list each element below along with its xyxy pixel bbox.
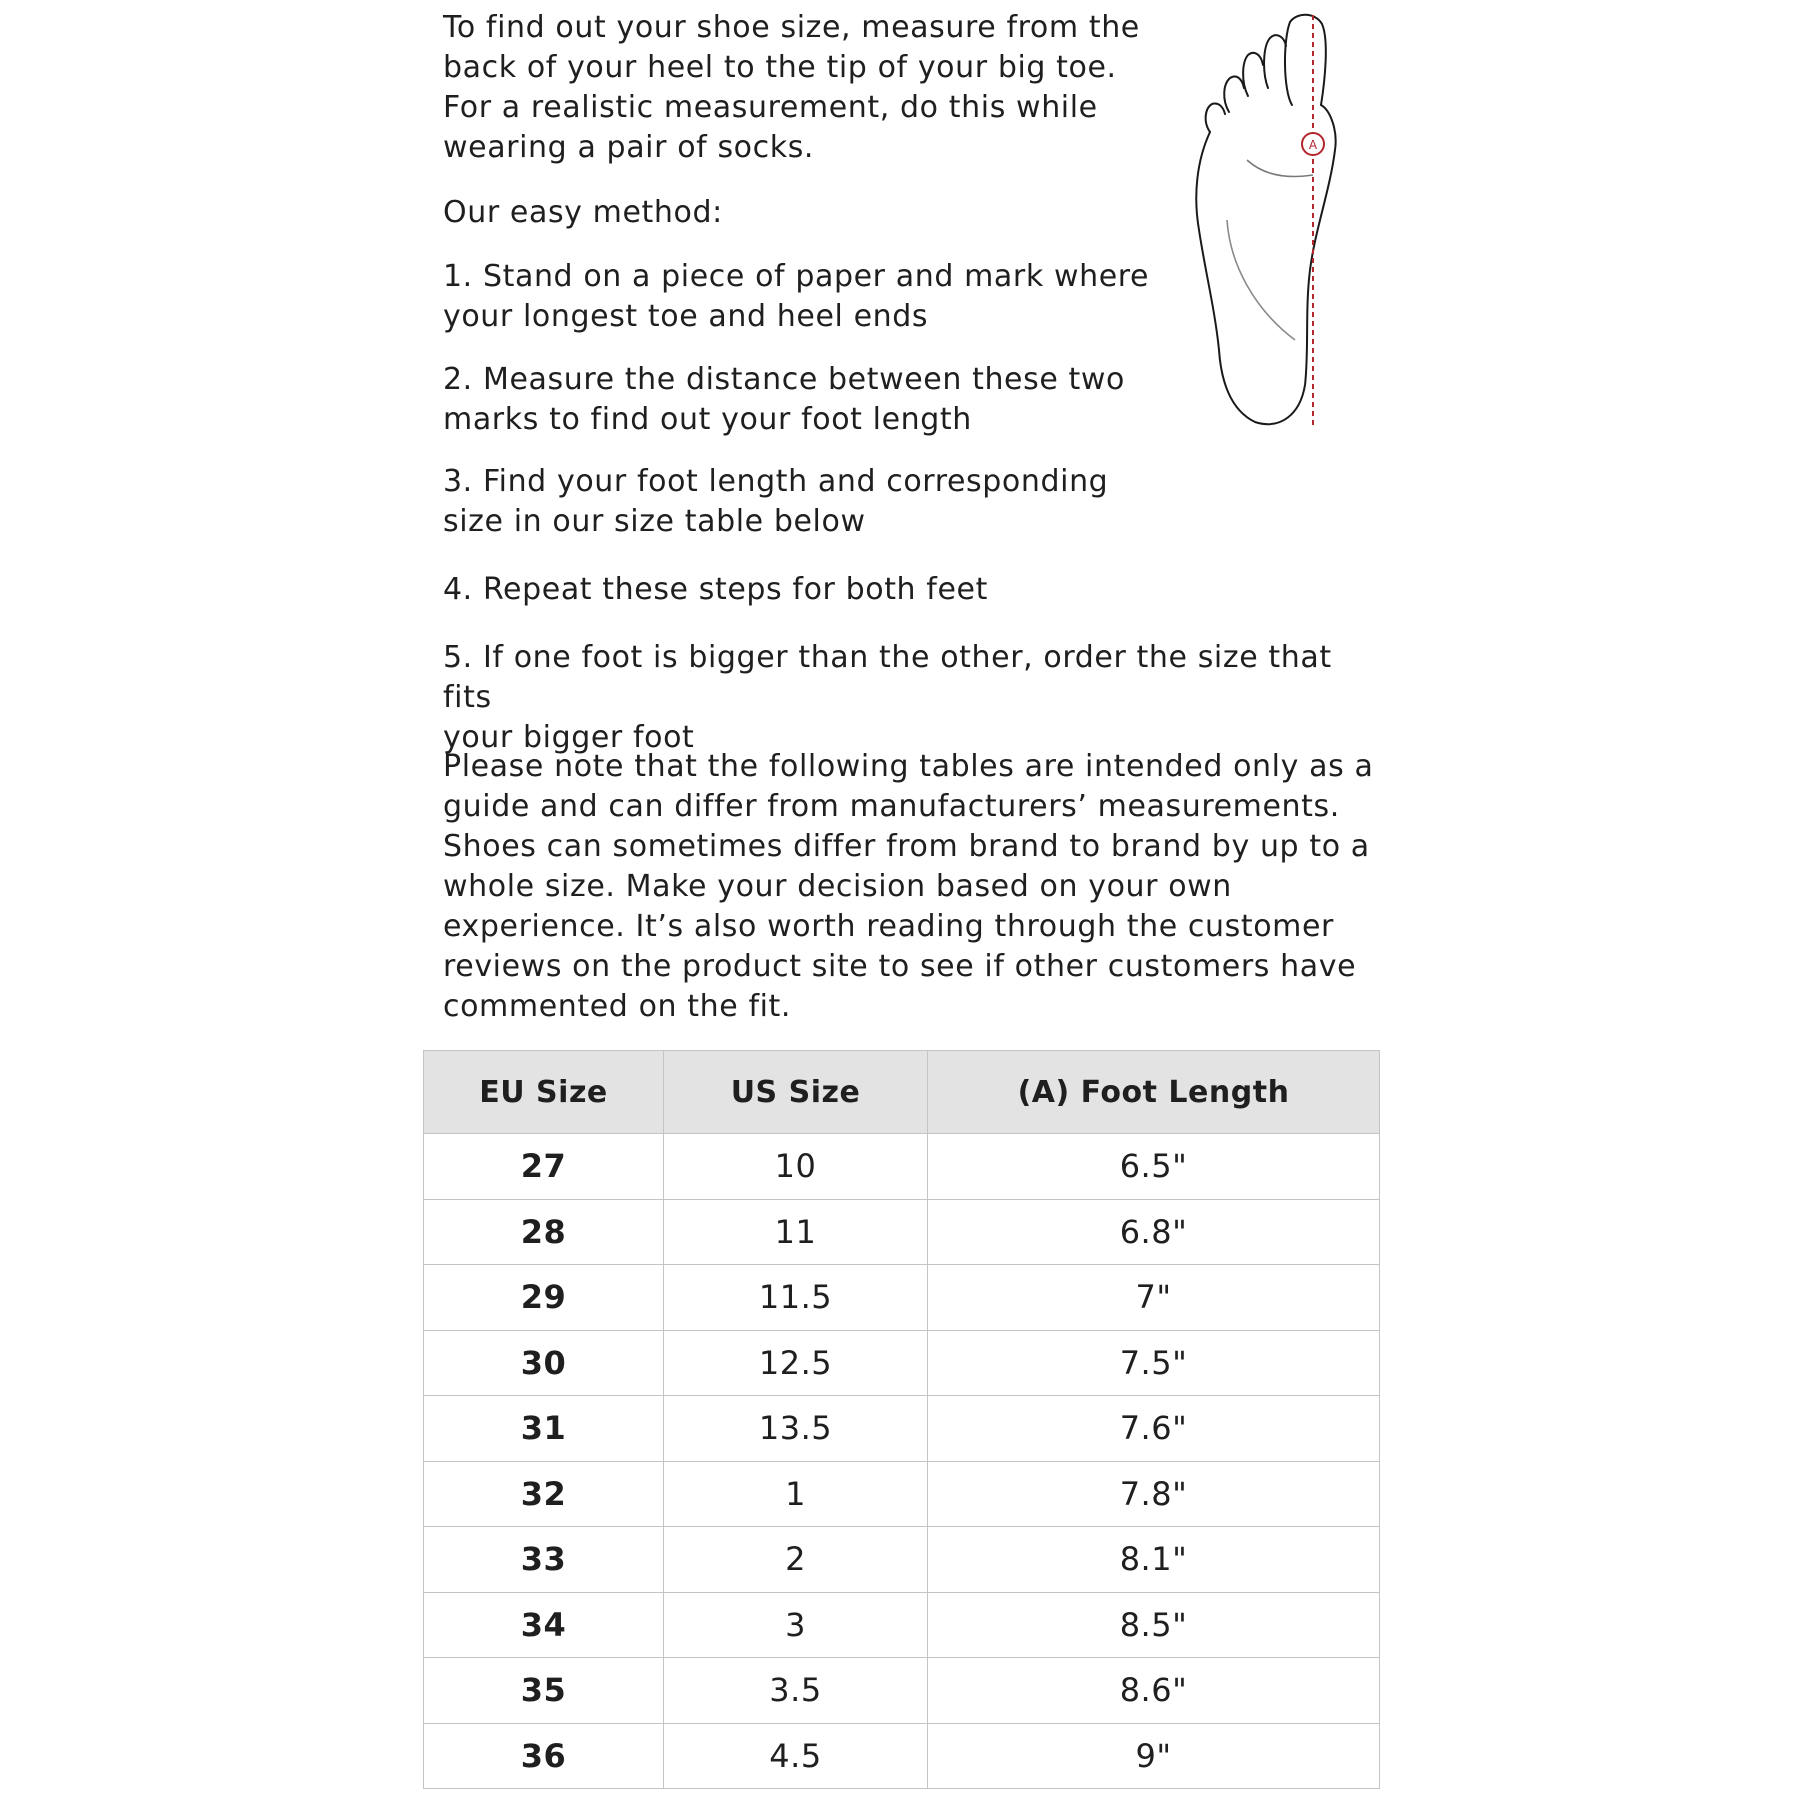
disclaimer-note (443, 747, 1383, 1027)
foot-outline-icon (1175, 10, 1355, 430)
table-header-row (424, 1051, 1380, 1134)
eu-size-cell: 28 (424, 1199, 664, 1265)
table-row (424, 1265, 1380, 1331)
eu-size-cell: 30 (424, 1330, 664, 1396)
step-text: 4. Repeat these steps for both feet (443, 572, 988, 607)
foot-length-cell: 7" (928, 1265, 1380, 1331)
us-size-cell: 13.5 (664, 1396, 928, 1462)
table-row (424, 1723, 1380, 1789)
foot-length-cell: 7.6" (928, 1396, 1380, 1462)
eu-size-cell: 29 (424, 1265, 664, 1331)
table-row (424, 1461, 1380, 1527)
step-3 (443, 462, 1383, 542)
step-5 (443, 638, 1383, 758)
eu-size-cell: 31 (424, 1396, 664, 1462)
foot-length-cell: 7.5" (928, 1330, 1380, 1396)
us-size-cell: 11.5 (664, 1265, 928, 1331)
intro-text: To find out your shoe size, measure from the back of your heel to the tip of your big toe. For a realistic measurement, do this while wearing a pair of socks. (443, 10, 1140, 165)
us-size-cell: 11 (664, 1199, 928, 1265)
eu-size-cell: 32 (424, 1461, 664, 1527)
method-heading-text: Our easy method: (443, 195, 723, 230)
foot-length-cell: 8.5" (928, 1592, 1380, 1658)
header-foot-length: (A) Foot Length (928, 1051, 1380, 1134)
foot-length-cell: 6.8" (928, 1199, 1380, 1265)
step-text: 3. Find your foot length and corresponding size in our size table below (443, 464, 1109, 539)
table-row (424, 1396, 1380, 1462)
foot-length-cell: 8.6" (928, 1658, 1380, 1724)
table-row (424, 1592, 1380, 1658)
eu-size-cell: 27 (424, 1134, 664, 1200)
marker-label: A (1308, 138, 1318, 152)
foot-length-cell: 7.8" (928, 1461, 1380, 1527)
us-size-cell: 3 (664, 1592, 928, 1658)
us-size-cell: 3.5 (664, 1658, 928, 1724)
size-table (423, 1050, 1380, 1789)
eu-size-cell: 36 (424, 1723, 664, 1789)
foot-length-cell: 8.1" (928, 1527, 1380, 1593)
us-size-cell: 10 (664, 1134, 928, 1200)
foot-length-cell: 6.5" (928, 1134, 1380, 1200)
table-row (424, 1658, 1380, 1724)
us-size-cell: 1 (664, 1461, 928, 1527)
step-text: 2. Measure the distance between these two marks to find out your foot length (443, 362, 1125, 437)
step-4 (443, 570, 1383, 610)
table-row (424, 1330, 1380, 1396)
foot-length-cell: 9" (928, 1723, 1380, 1789)
us-size-cell: 4.5 (664, 1723, 928, 1789)
table-row (424, 1199, 1380, 1265)
eu-size-cell: 35 (424, 1658, 664, 1724)
step-text: 5. If one foot is bigger than the other, order the size that fits your bigger foot (443, 640, 1332, 755)
table-row (424, 1527, 1380, 1593)
us-size-cell: 2 (664, 1527, 928, 1593)
us-size-cell: 12.5 (664, 1330, 928, 1396)
step-text: 1. Stand on a piece of paper and mark where your longest toe and heel ends (443, 259, 1150, 334)
eu-size-cell: 34 (424, 1592, 664, 1658)
eu-size-cell: 33 (424, 1527, 664, 1593)
header-eu-size: EU Size (424, 1051, 664, 1134)
table-row (424, 1134, 1380, 1200)
header-us-size: US Size (664, 1051, 928, 1134)
note-text: Please note that the following tables are intended only as a guide and can differ from manufacturers’ measurements. Shoes can sometimes differ from brand to brand by up to a whole size. Make your decision based on your own experience. It’s also worth reading through the customer reviews on the product site to see if other customers have commented on the fit. (443, 749, 1374, 1024)
